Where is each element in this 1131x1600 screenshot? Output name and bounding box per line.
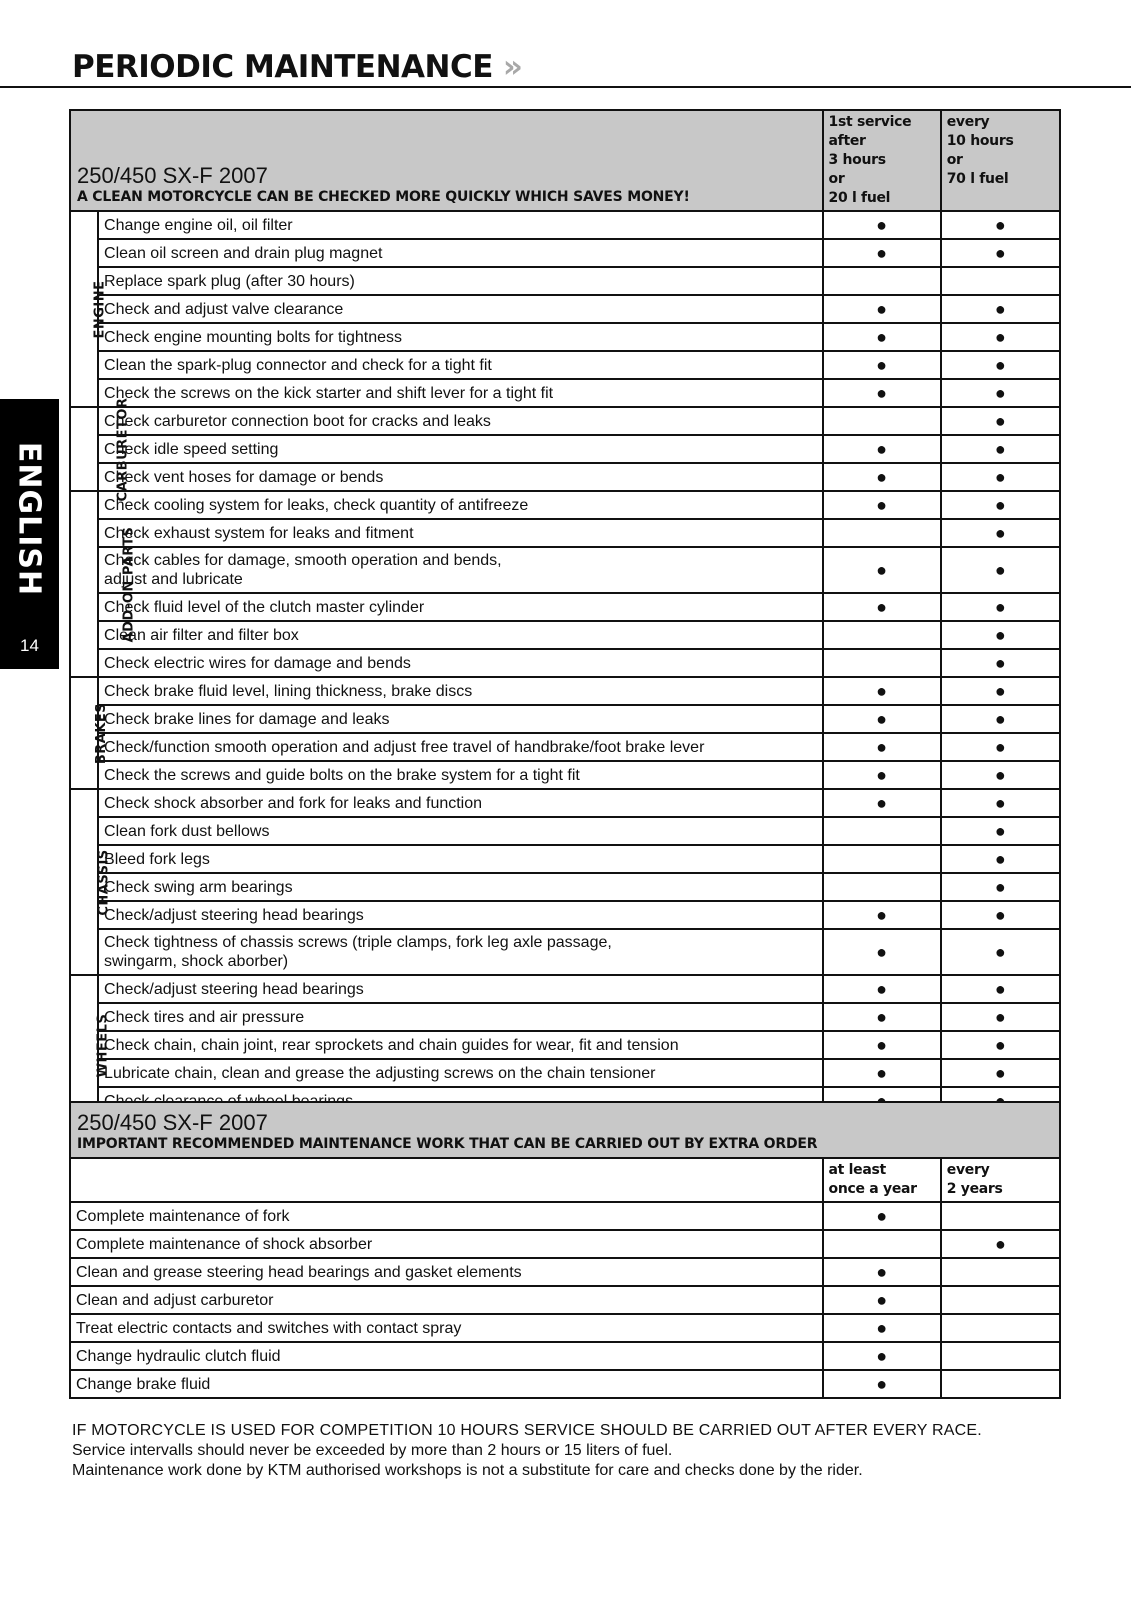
table-row <box>70 593 1060 621</box>
task-text: Check fluid level of the clutch master cylinder <box>104 598 425 616</box>
every-2-years-cell <box>941 1230 1060 1258</box>
task-cell <box>98 1003 822 1031</box>
task-text: Check cables for damage, smooth operation and bends, <box>104 552 502 569</box>
bullet-dot-icon: ● <box>994 560 1006 580</box>
task-text: Check brake fluid level, lining thickness, brake discs <box>104 682 473 700</box>
extra-order-maintenance-table <box>69 1101 1061 1399</box>
category-label-cell <box>70 211 108 407</box>
bullet-dot-icon: ● <box>994 625 1006 645</box>
task-cell <box>98 491 822 519</box>
every-2-years-cell <box>941 1202 1060 1230</box>
task-cell <box>98 929 822 975</box>
bullet-dot-icon: ● <box>876 1007 888 1027</box>
bullet-dot-icon: ● <box>994 877 1006 897</box>
task-cell <box>98 211 822 239</box>
task-cell <box>70 1230 823 1258</box>
task-cell <box>98 295 822 323</box>
bullet-dot-icon: ● <box>994 495 1006 515</box>
every-2-years-cell <box>941 1342 1060 1370</box>
task-cell <box>70 1286 823 1314</box>
table-row <box>70 789 1060 817</box>
task-cell <box>98 463 822 491</box>
task-cell <box>98 593 822 621</box>
chevron-right-icon: » <box>502 49 523 85</box>
task-text: Clean fork dust bellows <box>104 822 270 840</box>
bullet-dot-icon: ● <box>876 1290 888 1310</box>
task-cell <box>98 351 822 379</box>
table-row <box>70 519 1060 547</box>
once-a-year-cell <box>823 1202 941 1230</box>
task-cell <box>98 733 822 761</box>
table-row <box>70 239 1060 267</box>
once-a-year-cell <box>823 1314 941 1342</box>
task-cell <box>70 1314 823 1342</box>
bullet-dot-icon: ● <box>994 765 1006 785</box>
every-10-hours-cell <box>941 351 1060 379</box>
every-10-hours-cell <box>941 211 1060 239</box>
task-cell <box>98 407 822 435</box>
column-header-every-10-hours: every 10 hours or 70 l fuel <box>941 110 1060 211</box>
page-number: 14 <box>20 636 39 655</box>
bullet-dot-icon: ● <box>994 653 1006 673</box>
bullet-dot-icon: ● <box>994 942 1006 962</box>
bullet-dot-icon: ● <box>876 355 888 375</box>
every-10-hours-cell <box>941 845 1060 873</box>
bullet-dot-icon: ● <box>994 793 1006 813</box>
first-service-cell <box>823 407 941 435</box>
task-cell <box>70 1370 823 1398</box>
task-cell <box>98 379 822 407</box>
category-label: ADD-ON PARTS <box>121 526 137 643</box>
every-10-hours-cell <box>941 593 1060 621</box>
table-title-cell <box>70 110 823 211</box>
table-title-cell <box>70 1102 1060 1158</box>
first-service-cell <box>823 621 941 649</box>
first-service-cell <box>823 351 941 379</box>
task-text: Check brake lines for damage and leaks <box>104 710 390 728</box>
bullet-dot-icon: ● <box>876 1374 888 1394</box>
once-a-year-cell <box>823 1258 941 1286</box>
page-title <box>72 49 523 85</box>
bullet-dot-icon: ● <box>876 979 888 999</box>
first-service-cell <box>823 789 941 817</box>
first-service-cell <box>823 733 941 761</box>
footer-competition-note: IF MOTORCYCLE IS USED FOR COMPETITION 10 HOURS SERVICE SHOULD BE CARRIED OUT AFTER EVERY RACE. <box>72 1422 982 1439</box>
every-10-hours-cell <box>941 621 1060 649</box>
bullet-dot-icon: ● <box>876 905 888 925</box>
table-row <box>70 379 1060 407</box>
bullet-dot-icon: ● <box>994 299 1006 319</box>
category-label-cell <box>70 789 112 975</box>
task-text: Check engine mounting bolts for tightness <box>104 328 402 346</box>
task-cell <box>98 435 822 463</box>
task-text: Check idle speed setting <box>104 440 279 458</box>
task-cell <box>98 519 822 547</box>
table-header-row <box>70 110 1060 211</box>
table-row <box>70 761 1060 789</box>
bullet-dot-icon: ● <box>994 439 1006 459</box>
every-10-hours-cell <box>941 649 1060 677</box>
every-10-hours-cell <box>941 677 1060 705</box>
task-cell <box>98 323 822 351</box>
category-label: ENGINE <box>92 280 108 339</box>
every-10-hours-cell <box>941 295 1060 323</box>
every-10-hours-cell <box>941 267 1060 295</box>
bullet-dot-icon: ● <box>994 821 1006 841</box>
bullet-dot-icon: ● <box>994 709 1006 729</box>
task-cell <box>70 1258 823 1286</box>
column-header-row <box>70 1158 1060 1202</box>
first-service-cell <box>823 211 941 239</box>
every-10-hours-cell <box>941 901 1060 929</box>
category-label-cell <box>70 491 137 677</box>
table-row <box>70 407 1060 435</box>
bullet-dot-icon: ● <box>876 709 888 729</box>
every-10-hours-cell <box>941 1003 1060 1031</box>
first-service-cell <box>823 323 941 351</box>
every-10-hours-cell <box>941 323 1060 351</box>
first-service-cell <box>823 239 941 267</box>
bullet-dot-icon: ● <box>876 467 888 487</box>
task-cell <box>98 649 822 677</box>
language-tab <box>0 399 59 669</box>
task-text: Check vent hoses for damage or bends <box>104 468 384 486</box>
every-10-hours-cell <box>941 519 1060 547</box>
task-cell <box>98 761 822 789</box>
table-subtitle: IMPORTANT RECOMMENDED MAINTENANCE WORK THAT CAN BE CARRIED OUT BY EXTRA ORDER <box>77 1136 818 1152</box>
once-a-year-cell <box>823 1370 941 1398</box>
task-cell <box>98 621 822 649</box>
category-label-cell <box>70 397 131 502</box>
table-row <box>70 929 1060 975</box>
every-10-hours-cell <box>941 1059 1060 1087</box>
every-10-hours-cell <box>941 1031 1060 1059</box>
task-cell <box>70 1342 823 1370</box>
task-cell <box>98 1059 822 1087</box>
task-text: Check carburetor connection boot for cracks and leaks <box>104 412 491 430</box>
table-row <box>70 323 1060 351</box>
bullet-dot-icon: ● <box>876 942 888 962</box>
table-subtitle: A CLEAN MOTORCYCLE CAN BE CHECKED MORE QUICKLY WHICH SAVES MONEY! <box>77 189 690 205</box>
every-10-hours-cell <box>941 407 1060 435</box>
task-text: Check cooling system for leaks, check quantity of antifreeze <box>104 496 529 514</box>
table-row <box>70 817 1060 845</box>
first-service-cell <box>823 1059 941 1087</box>
first-service-cell <box>823 491 941 519</box>
bullet-dot-icon: ● <box>876 1346 888 1366</box>
once-a-year-cell <box>823 1230 941 1258</box>
every-10-hours-cell <box>941 379 1060 407</box>
bullet-dot-icon: ● <box>876 215 888 235</box>
task-cell <box>98 789 822 817</box>
empty-header-cell <box>70 1158 823 1202</box>
every-10-hours-cell <box>941 435 1060 463</box>
every-10-hours-cell <box>941 547 1060 593</box>
title-underline <box>0 86 1131 88</box>
bullet-dot-icon: ● <box>876 383 888 403</box>
table-row <box>70 547 1060 593</box>
column-header-first-service: 1st service after 3 hours or 20 l fuel <box>823 110 941 211</box>
bullet-dot-icon: ● <box>994 1091 1006 1111</box>
task-text: Check shock absorber and fork for leaks and function <box>104 794 483 812</box>
once-a-year-cell <box>823 1286 941 1314</box>
table-row <box>70 463 1060 491</box>
task-text: Clean oil screen and drain plug magnet <box>104 244 383 262</box>
every-10-hours-cell <box>941 873 1060 901</box>
task-text: Complete maintenance of shock absorber <box>76 1235 373 1253</box>
table-row <box>70 649 1060 677</box>
table-row <box>70 435 1060 463</box>
footer-notes <box>72 1421 982 1481</box>
bullet-dot-icon: ● <box>994 737 1006 757</box>
bullet-dot-icon: ● <box>994 411 1006 431</box>
every-10-hours-cell <box>941 929 1060 975</box>
first-service-cell <box>823 1031 941 1059</box>
table-row <box>70 901 1060 929</box>
task-text: Check clearance of wheel bearings <box>104 1092 354 1110</box>
bullet-dot-icon: ● <box>876 681 888 701</box>
bullet-dot-icon: ● <box>876 1091 888 1111</box>
task-text: Change hydraulic clutch fluid <box>76 1347 281 1365</box>
first-service-cell <box>823 761 941 789</box>
every-10-hours-cell <box>941 705 1060 733</box>
language-label: ENGLISH <box>11 441 47 597</box>
footer-workshop-note: Maintenance work done by KTM authorised workshops is not a substitute for care and checks done by the rider. <box>72 1462 863 1479</box>
bullet-dot-icon: ● <box>994 1234 1006 1254</box>
category-label: BRAKES <box>94 702 110 765</box>
bullet-dot-icon: ● <box>876 1035 888 1055</box>
task-text: Check/adjust steering head bearings <box>104 906 364 924</box>
every-2-years-cell <box>941 1314 1060 1342</box>
bullet-dot-icon: ● <box>994 1035 1006 1055</box>
task-cell <box>98 1031 822 1059</box>
table-row <box>70 1003 1060 1031</box>
every-2-years-cell <box>941 1370 1060 1398</box>
every-2-years-cell <box>941 1258 1060 1286</box>
bullet-dot-icon: ● <box>876 765 888 785</box>
bullet-dot-icon: ● <box>876 737 888 757</box>
task-text: Complete maintenance of fork <box>76 1207 290 1225</box>
bullet-dot-icon: ● <box>876 243 888 263</box>
first-service-cell <box>823 845 941 873</box>
task-cell <box>98 705 822 733</box>
table-row <box>70 677 1060 705</box>
task-text: Check and adjust valve clearance <box>104 300 344 318</box>
bullet-dot-icon: ● <box>994 243 1006 263</box>
category-label: CARBURETOR <box>115 397 131 502</box>
table-row <box>70 1031 1060 1059</box>
first-service-cell <box>823 817 941 845</box>
task-cell <box>98 267 822 295</box>
periodic-maintenance-table <box>69 109 1061 1116</box>
bullet-dot-icon: ● <box>876 1318 888 1338</box>
first-service-cell <box>823 593 941 621</box>
task-text: Check chain, chain joint, rear sprockets and chain guides for wear, fit and tension <box>104 1036 679 1054</box>
every-10-hours-cell <box>941 789 1060 817</box>
bullet-dot-icon: ● <box>994 383 1006 403</box>
bullet-dot-icon: ● <box>876 327 888 347</box>
bullet-dot-icon: ● <box>994 597 1006 617</box>
table-row <box>70 975 1060 1003</box>
task-text: Check swing arm bearings <box>104 878 293 896</box>
bullet-dot-icon: ● <box>876 560 888 580</box>
first-service-cell <box>823 873 941 901</box>
task-text: Check the screws on the kick starter and shift lever for a tight fit <box>104 384 554 402</box>
every-10-hours-cell <box>941 761 1060 789</box>
task-text: Check electric wires for damage and bends <box>104 654 411 672</box>
task-text: Check/adjust steering head bearings <box>104 980 364 998</box>
every-2-years-cell <box>941 1286 1060 1314</box>
first-service-cell <box>823 267 941 295</box>
task-cell <box>98 239 822 267</box>
table-row <box>70 845 1060 873</box>
bullet-dot-icon: ● <box>876 439 888 459</box>
bullet-dot-icon: ● <box>994 681 1006 701</box>
bullet-dot-icon: ● <box>994 327 1006 347</box>
bullet-dot-icon: ● <box>994 979 1006 999</box>
task-text: Check tightness of chassis screws (triple clamps, fork leg axle passage, <box>104 934 612 951</box>
table-row <box>70 873 1060 901</box>
first-service-cell <box>823 975 941 1003</box>
every-10-hours-cell <box>941 491 1060 519</box>
task-cell <box>98 547 822 593</box>
bullet-dot-icon: ● <box>876 1206 888 1226</box>
first-service-cell <box>823 705 941 733</box>
column-header-once-a-year: at least once a year <box>823 1158 941 1202</box>
first-service-cell <box>823 547 941 593</box>
first-service-cell <box>823 435 941 463</box>
bullet-dot-icon: ● <box>994 215 1006 235</box>
bullet-dot-icon: ● <box>994 523 1006 543</box>
every-10-hours-cell <box>941 239 1060 267</box>
task-text: Clean and adjust carburetor <box>76 1291 274 1309</box>
footer-interval-note: Service intervalls should never be exceeded by more than 2 hours or 15 liters of fuel. <box>72 1442 673 1459</box>
table-row <box>70 1342 1060 1370</box>
task-text: Lubricate chain, clean and grease the adjusting screws on the chain tensioner <box>104 1064 656 1082</box>
table-row <box>70 1286 1060 1314</box>
table-row <box>70 491 1060 519</box>
bullet-dot-icon: ● <box>876 495 888 515</box>
task-cell <box>98 845 822 873</box>
table-row <box>70 1059 1060 1087</box>
every-10-hours-cell <box>941 463 1060 491</box>
category-label: CHASSIS <box>96 849 112 916</box>
bullet-dot-icon: ● <box>994 1063 1006 1083</box>
bullet-dot-icon: ● <box>876 1063 888 1083</box>
first-service-cell <box>823 379 941 407</box>
bullet-dot-icon: ● <box>994 905 1006 925</box>
first-service-cell <box>823 929 941 975</box>
first-service-cell <box>823 901 941 929</box>
bullet-dot-icon: ● <box>876 793 888 813</box>
table-row <box>70 295 1060 323</box>
task-text: Change brake fluid <box>76 1375 211 1393</box>
bullet-dot-icon: ● <box>994 849 1006 869</box>
task-text: Check tires and air pressure <box>104 1008 305 1026</box>
category-label-cell <box>70 677 110 789</box>
task-text-line2: swingarm, shock aborber) <box>104 953 289 970</box>
task-text: Clean and grease steering head bearings and gasket elements <box>76 1263 522 1281</box>
bullet-dot-icon: ● <box>994 467 1006 487</box>
bullet-dot-icon: ● <box>876 1262 888 1282</box>
model-title: 250/450 SX-F 2007 <box>77 1110 268 1135</box>
table-row <box>70 733 1060 761</box>
task-cell <box>70 1202 823 1230</box>
table-row <box>70 1202 1060 1230</box>
first-service-cell <box>823 519 941 547</box>
task-text: Check the screws and guide bolts on the brake system for a tight fit <box>104 766 580 784</box>
category-label: WHEELS <box>95 1013 111 1078</box>
page-title-text: PERIODIC MAINTENANCE <box>72 49 493 85</box>
table-header-row <box>70 1102 1060 1158</box>
task-text-line2: adjust and lubricate <box>104 571 243 588</box>
table-row <box>70 1230 1060 1258</box>
first-service-cell <box>823 1003 941 1031</box>
first-service-cell <box>823 463 941 491</box>
once-a-year-cell <box>823 1342 941 1370</box>
category-label-cell <box>70 975 111 1115</box>
table-row <box>70 351 1060 379</box>
table-row <box>70 211 1060 239</box>
bullet-dot-icon: ● <box>994 355 1006 375</box>
task-text: Check exhaust system for leaks and fitment <box>104 524 414 542</box>
task-text: Bleed fork legs <box>104 850 210 868</box>
table-row <box>70 267 1060 295</box>
task-text: Treat electric contacts and switches with contact spray <box>76 1319 462 1337</box>
model-title: 250/450 SX-F 2007 <box>77 163 268 188</box>
every-10-hours-cell <box>941 975 1060 1003</box>
task-cell <box>98 975 822 1003</box>
every-10-hours-cell <box>941 817 1060 845</box>
task-text: Check/function smooth operation and adjust free travel of handbrake/foot brake lever <box>104 738 705 756</box>
table-row <box>70 621 1060 649</box>
first-service-cell <box>823 649 941 677</box>
task-cell <box>98 901 822 929</box>
task-cell <box>98 677 822 705</box>
every-10-hours-cell <box>941 733 1060 761</box>
bullet-dot-icon: ● <box>876 299 888 319</box>
task-text: Clean the spark-plug connector and check for a tight fit <box>104 356 492 374</box>
table-row <box>70 1258 1060 1286</box>
task-text: Change engine oil, oil filter <box>104 216 293 234</box>
task-cell <box>98 873 822 901</box>
first-service-cell <box>823 295 941 323</box>
bullet-dot-icon: ● <box>876 597 888 617</box>
column-header-every-2-years: every 2 years <box>941 1158 1060 1202</box>
task-cell <box>98 817 822 845</box>
task-text: Replace spark plug (after 30 hours) <box>104 272 355 290</box>
task-text: Clean air filter and filter box <box>104 626 299 644</box>
table-row <box>70 705 1060 733</box>
first-service-cell <box>823 677 941 705</box>
table-row <box>70 1370 1060 1398</box>
table-row <box>70 1314 1060 1342</box>
bullet-dot-icon: ● <box>994 1007 1006 1027</box>
